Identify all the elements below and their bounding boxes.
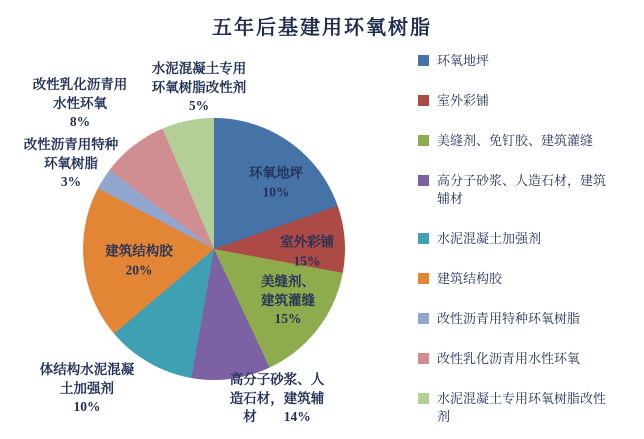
legend-item-label: 美缝剂、免钉胶、建筑灌缝	[437, 132, 594, 148]
legend-color-swatch	[418, 313, 429, 324]
outside-slice-label: 高分子砂浆、人 造石材，建筑辅 材 14%	[229, 372, 325, 425]
legend-item-label: 建筑结构胶	[437, 271, 503, 287]
legend-color-swatch	[418, 55, 429, 66]
legend-item	[418, 350, 634, 369]
outside-slice-label: 水泥混凝土专用 环氧树脂改性剂 5%	[151, 61, 247, 114]
legend-color-swatch	[418, 135, 429, 146]
legend-item-label: 室外彩铺	[437, 92, 490, 108]
legend-item	[418, 52, 634, 71]
legend-item-label: 高分子砂浆、人造石材，建筑辅材	[437, 172, 607, 207]
legend-item	[418, 390, 634, 428]
legend-item-label: 水泥混凝土加强剂	[437, 231, 542, 247]
legend-item-label: 环氧地坪	[437, 53, 490, 68]
legend-item	[418, 230, 634, 249]
legend-item	[418, 92, 634, 111]
legend-item-label: 水泥混凝土专用环氧树脂改性剂	[437, 390, 607, 425]
slice-label: 美缝剂、 建筑灌缝 15%	[261, 274, 315, 327]
legend-color-swatch	[418, 233, 429, 244]
legend-item-label: 改性沥青用特种环氧树脂	[437, 310, 581, 326]
legend-color-swatch	[418, 95, 429, 106]
outside-slice-label: 改性乳化沥青用 水性环氧 8%	[32, 77, 128, 130]
slice-label: 环氧地坪 10%	[249, 165, 303, 199]
slice-label: 室外彩铺 15%	[280, 234, 334, 268]
chart-title: 五年后基建用环氧树脂	[212, 17, 432, 39]
outside-slice-label: 改性沥青用特种 环氧树脂 3%	[23, 137, 119, 190]
legend-color-swatch	[418, 353, 429, 364]
legend-item	[418, 172, 634, 210]
legend-color-swatch	[418, 393, 429, 404]
legend-item-label: 改性乳化沥青用水性环氧	[437, 350, 581, 366]
legend-item	[418, 132, 634, 151]
slice-label: 建筑结构胶 20%	[105, 243, 173, 277]
legend-item	[418, 270, 634, 289]
legend-item	[418, 310, 634, 329]
legend	[418, 52, 634, 427]
legend-color-swatch	[418, 175, 429, 186]
legend-color-swatch	[418, 273, 429, 284]
outside-slice-label: 体结构水泥混凝 土加强剂 10%	[39, 362, 135, 415]
